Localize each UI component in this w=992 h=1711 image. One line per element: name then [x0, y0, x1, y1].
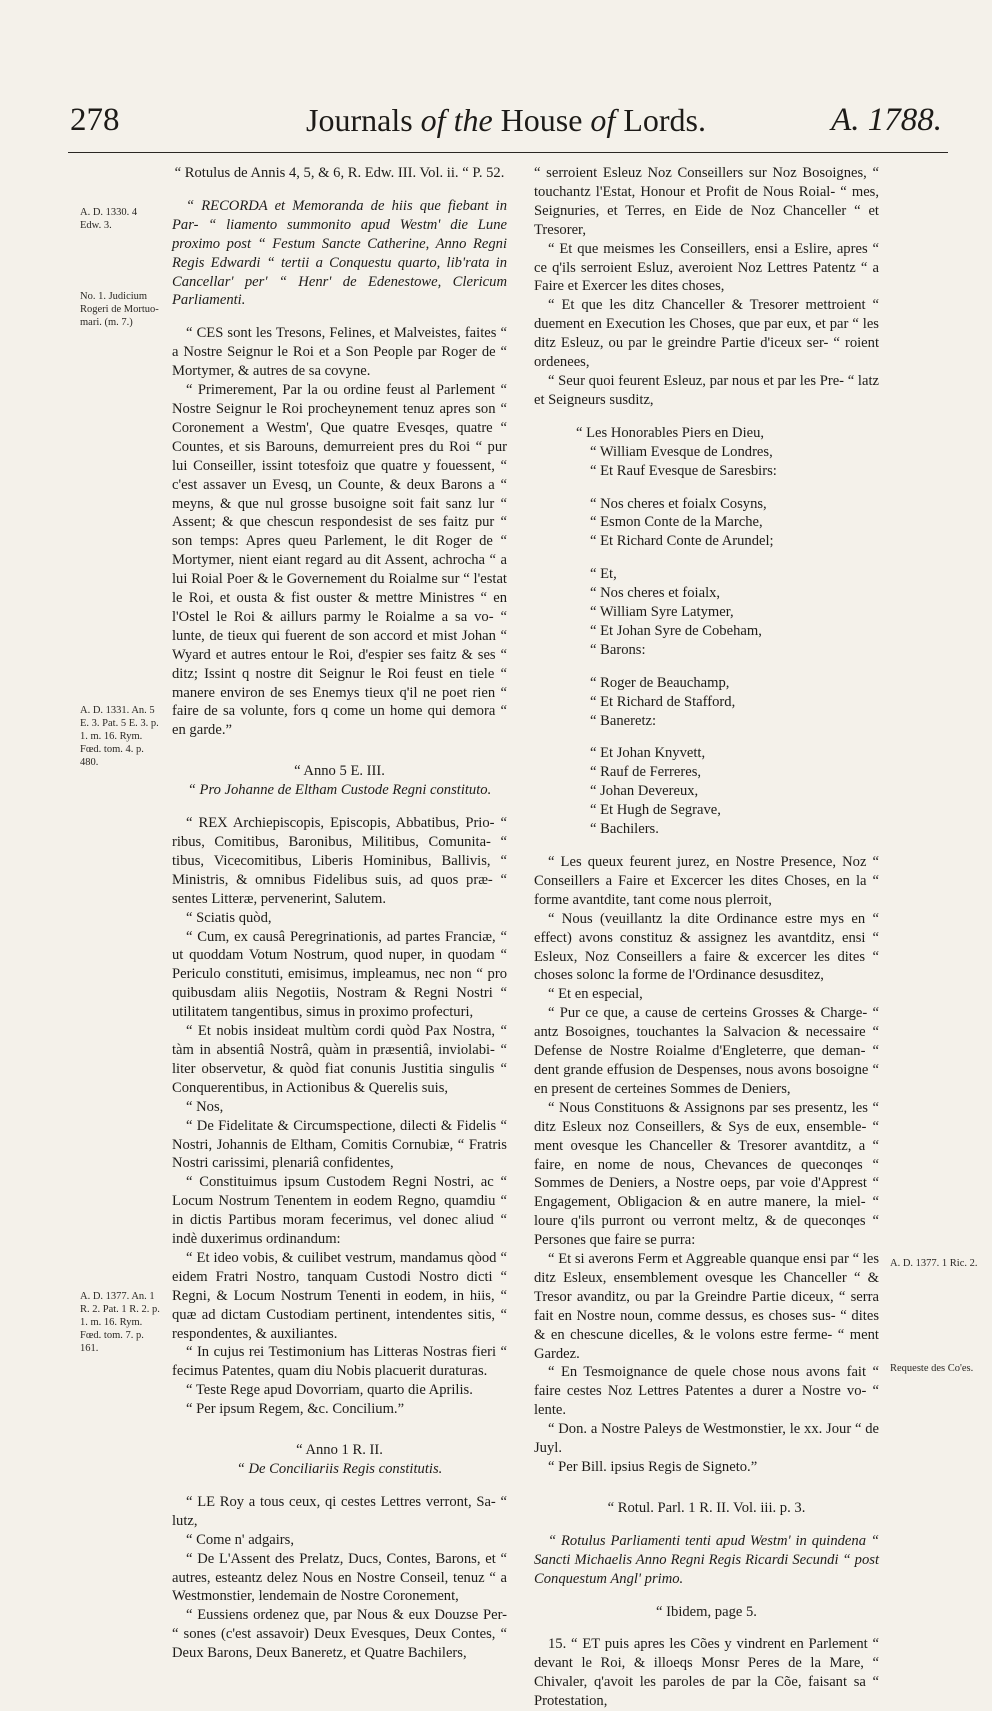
- page-header: [70, 102, 942, 148]
- paragraph: “ RECORDA et Memoranda de hiis que fiebant in Par- “ liamento summonito apud Westm' die Lune proximo post “ Festum Sancte Catherine, Anno Regni Regis Edwardi “ tertii a Conquestu quarto, lib'rata in Cancellar' per' “ Henr' de Edenestowe, Clericum Parliamenti.: [172, 197, 507, 309]
- list-item: “ Esmon Conte de la Marche,: [590, 514, 763, 531]
- list-item: “ Et Richard de Stafford,: [590, 693, 736, 710]
- right-column: [534, 164, 879, 1711]
- paragraph: “ Et que meismes les Conseillers, ensi a Eslire, apres “ ce q'ils serroient Esluz, averoient Noz Lettres Patentz “ a Faire et Exercer les dites choses,: [534, 240, 879, 295]
- page-number: 278: [70, 102, 120, 138]
- page-year: A. 1788.: [831, 102, 942, 138]
- list-item: “ Et Hugh de Segrave,: [590, 802, 721, 819]
- paragraph: “ Seur quoi feurent Esleuz, par nous et par les Pre- “ latz et Seigneurs susditz,: [534, 372, 879, 408]
- paragraph: “ Constituimus ipsum Custodem Regni Nostri, ac “ Locum Nostrum Tenentem in eodem Regno, quamdiu “ in dictis Partibus moram fecerimus, vel donec aliud “ indè duxerimus ordinandum:: [172, 1174, 507, 1248]
- title-word: of: [420, 102, 446, 138]
- paragraph: “ Come n' adgairs,: [186, 1531, 294, 1548]
- section-heading: “ Anno 1 R. II.: [296, 1442, 383, 1459]
- list-item: “ Johan Devereux,: [590, 783, 699, 800]
- title-word: of: [590, 102, 616, 138]
- list-item: “ Nos cheres et foialx Cosyns,: [590, 495, 767, 512]
- paragraph: “ Nos,: [186, 1098, 224, 1115]
- paragraph: “ Cum, ex causâ Peregrinationis, ad partes Franciæ, “ ut quoddam Votum Nostrum, quod nuper, in quodam “ Periculo constituti, emisimus, impleamus, nec non “ pro quibusdam aliis Negotiis, Nostram & Regni Nostri “ utilitatem tangentibus, simus in proximo profecturi,: [172, 928, 507, 1021]
- list-item: “ Nos cheres et foialx,: [590, 585, 721, 602]
- rotulus-heading: “ Rotulus de Annis 4, 5, & 6, R. Edw. III. Vol. ii. “ P. 52.: [174, 165, 505, 181]
- margin-note: A. D. 1377. An. 1 R. 2. Pat. 1 R. 2. p. 1. m. 16. Rym. Fœd. tom. 7. p. 161.: [80, 1291, 160, 1354]
- paragraph: “ Pur ce que, a cause de certeins Grosses & Charge- “ antz Bosoignes, touchantes la Salvacion & necessaire “ Defense de Nostre Roialme d'Engleterre, que deman- “ dent grande effusion de Despenses, nous avons bosoigne “ en present de certeines Sommes de Deniers,: [534, 1005, 879, 1097]
- paragraph: “ Nous Constituons & Assignons par ses presentz, les “ ditz Esleux noz Conseillers, & Sys de eux, ensemble- “ ment ovesque les Chanceller & Tresorer avantditz, a “ faire, en nome de nous, Chevances de queconqes “ Sommes de Deniers, a Nostre oeps, par voie d'Apprest “ Engagement, Obligacion & en autre manere, la miel- “ loure q'ils purront ou verront meltz, & de queconqes “ Persones que faire se purra:: [534, 1099, 879, 1249]
- list-item: “ Baneretz:: [590, 712, 657, 729]
- paragraph: “ Per Bill. ipsius Regis de Signeto.”: [548, 1459, 758, 1475]
- list-item: “ Bachilers.: [590, 821, 659, 838]
- section-subheading: “ De Conciliariis Regis constitutis.: [236, 1461, 443, 1477]
- section-subheading: “ Pro Johanne de Eltham Custode Regni constituto.: [187, 782, 492, 799]
- councillor-list: [534, 424, 879, 839]
- list-item: “ Barons:: [590, 641, 646, 658]
- margin-note: A. D. 1331. An. 5 E. 3. Pat. 5 E. 3. p. 1. m. 16. Rym. Fœd. tom. 4. p. 480.: [80, 705, 159, 768]
- list-item: “ Roger de Beauchamp,: [590, 674, 730, 691]
- paragraph: “ De Fidelitate & Circumspectione, dilecti & Fidelis “ Nostri, Johannis de Eltham, Comitis Cornubiæ, “ Fratris Nostri carissimi, plenariâ confidentes,: [172, 1117, 507, 1172]
- paragraph: “ REX Archiepiscopis, Episcopis, Abbatibus, Prio- “ ribus, Comitibus, Baronibus, Militibus, Comunita- “ tibus, Vicecomitibus, Liberis Hominibus, Ballivis, “ Ministris, & omnibus Fidelibus suis, ad quos præ- “ sentes Litteræ, pervenerint, Salutem.: [172, 815, 507, 907]
- section-heading: “ Rotul. Parl. 1 R. II. Vol. iii. p. 3.: [607, 1499, 806, 1516]
- list-item: “ William Evesque de Londres,: [590, 443, 773, 460]
- paragraph: “ De L'Assent des Prelatz, Ducs, Contes, Barons, et “ autres, esteantz delez Nous en Nostre Conseil, tenuz “ a Westmonstier, lendemain de Nostre Coronement,: [172, 1550, 507, 1605]
- paragraph: “ Eussiens ordenez que, par Nous & eux Douzse Per- “ sones (c'est assavoir) Deux Evesques, Deux Contes, “ Deux Barons, Deux Baneretz, et Quatre Bachilers,: [172, 1607, 507, 1662]
- paragraph: “ serroient Esleuz Noz Conseillers sur Noz Bosoignes, “ touchantz l'Estat, Honour et Profit de Nous Roial- “ mes, Seignuries, et Terres, en Eide de Noz Chanceller “ et Tresorer,: [534, 165, 879, 238]
- paragraph: “ Les queux feurent jurez, en Nostre Presence, Noz “ Conseillers a Faire et Excercer les dites Choses, en la “ forme avantdite, tant come nous plerroit,: [534, 854, 879, 908]
- paragraph: “ Teste Rege apud Dovorriam, quarto die Aprilis.: [186, 1382, 473, 1399]
- paragraph: “ Et nobis insideat multùm cordi quòd Pax Nostra, “ tàm in absentiâ Nostrâ, quàm in præsentiâ, inviolabi- “ liter observetur, & quòd fiat conunis Justitia singulis “ Conquerentibus, in Actionibus & Querelis suis,: [172, 1023, 507, 1096]
- list-item: “ William Syre Latymer,: [590, 604, 734, 621]
- title-word: House: [500, 102, 583, 138]
- margin-note: A. D. 1330. 4 Edw. 3.: [80, 207, 138, 231]
- title-word: Lords.: [623, 102, 706, 138]
- list-item: “ Et Johan Syre de Cobeham,: [590, 622, 762, 639]
- paragraph: “ Et en especial,: [548, 986, 643, 1003]
- paragraph: “ Rotulus Parliamenti tenti apud Westm' in quindena “ Sancti Michaelis Anno Regni Regis Ricardi Secundi “ post Conquestum Angl' primo.: [534, 1532, 879, 1587]
- margin-note: A. D. 1377. 1 Ric. 2.: [890, 1258, 978, 1269]
- paragraph: “ Per ipsum Regem, &c. Concilium.”: [186, 1401, 405, 1418]
- paragraph: “ Et que les ditz Chanceller & Tresorer mettroient “ duement en Execution les Choses, que par eux, et par “ les ditz Esleuz, ou par le greindre Partie d'iceux ser- “ roient ordenees,: [534, 297, 879, 371]
- section-heading: “ Ibidem, page 5.: [656, 1603, 757, 1620]
- margin-note: No. 1. Judicium Rogeri de Mortuo-mari. (m. 7.): [80, 291, 159, 328]
- list-item: “ Et Richard Conte de Arundel;: [590, 533, 774, 550]
- list-item: “ Les Honorables Piers en Dieu,: [576, 424, 765, 441]
- list-item: “ Et,: [590, 566, 617, 583]
- title-word: the: [453, 102, 493, 138]
- paragraph: “ En Tesmoignance de quele chose nous avons fait “ faire cestes Noz Lettres Patentes a durer a Nostre vo- “ lente.: [534, 1364, 879, 1419]
- paragraph: “ Et ideo vobis, & cuilibet vestrum, mandamus qòod “ eidem Fratri Nostro, tanquam Custodi Nostro dicti “ Regni, & Locum Nostrum Tenenti in eodem, in hiis, “ quæ ad dictam Custodiam pertinent, intendentes sitis, “ respondentes, & auxiliantes.: [172, 1249, 507, 1342]
- paragraph: “ Et si averons Ferm et Aggreable quanque ensi par “ les ditz Esleux, ensemblement ovesque les Chanceller “ & Tresor avanditz, ou par la Greindre Partie diceux, “ serra fait en Nostre noun, comme dessus, es choses sus- “ dites & en chescune dicelles, & le volons estre ferme- “ ment Gardez.: [534, 1251, 879, 1362]
- list-item: “ Et Rauf Evesque de Saresbirs:: [590, 462, 777, 479]
- left-column: [172, 164, 507, 1663]
- paragraph: “ Nous (veuillantz la dite Ordinance estre mys en “ effect) avons constituz & assignez les avantditz, ensi “ Esleux, Noz Conseillers a faire & excercer les dites “ choses solonc la forme de l'Ordinance desusditez,: [534, 910, 879, 984]
- paragraph: “ CES sont les Tresons, Felines, et Malveistes, faites “ a Nostre Seignur le Roi et a Son People par Roger de “ Mortymer, & autres de sa covyne.: [172, 325, 507, 380]
- list-item: “ Et Johan Knyvett,: [590, 745, 706, 762]
- title-word: Journals: [306, 102, 413, 138]
- margin-note: Requeste des Co'es.: [890, 1363, 974, 1374]
- paragraph: “ Don. a Nostre Paleys de Westmonstier, le xx. Jour “ de Juyl.: [534, 1421, 879, 1457]
- paragraph: “ In cujus rei Testimonium has Litteras Nostras fieri “ fecimus Patentes, quam diu Nobis placuerit duraturas.: [172, 1344, 507, 1380]
- paragraph: “ Primerement, Par la ou ordine feust al Parlement “ Nostre Seignur le Roi procheynement tenuz apres son “ Coronement a Westm', Que quatre Evesqes, quatre “ Countes, et sis Barouns, demurreient pres du Roi “ pur lui Conseiller, issint totesfoiz que quatre y fouessent, “ c'est assaver un Evesq, un Counte, & deux Barons a “ meyns, & que nul grosse busoigne soit fait sanz lur “ Assent; & que chescun respondesist de ses faitz pur “ son temps: Apres queu Parlement, le dit Roger de “ Mortymer, nient eiant regard au dit Assent, achrocha “ a lui Roial Poer & le Governement du Roialme sur “ l'estat le Roi, et ousta & fist ouster & mettre Ministres “ en l'Ostel le Roi & aillurs parmy le Roialme a sa vo- “ lunte, de tieux qui fuerent de son accord et mist Johan “ Wyard et autres entour le Roi, d'espier ses faitz & ses “ ditz; Issint q nostre dit Seignur le Roi feust en tiele “ manere environ de ses Enemys tieux q'il ne poet rien “ faire de sa volunte, fors q come un home qui demora “ en garde.”: [172, 382, 507, 739]
- paragraph: 15. “ ET puis apres les Cões y vindrent en Parlement “ devant le Roi, & illoeqs Monsr Peres de la Mare, “ Chivaler, q'avoit les paroles de par la Cõe, faisant sa “ Protestation,: [534, 1636, 879, 1710]
- list-item: “ Rauf de Ferreres,: [590, 764, 702, 781]
- section-heading: “ Anno 5 E. III.: [294, 763, 385, 780]
- paragraph: “ Sciatis quòd,: [186, 909, 272, 926]
- paragraph: “ LE Roy a tous ceux, qi cestes Lettres verront, Sa- “ lutz,: [172, 1493, 507, 1529]
- header-rule: [68, 152, 948, 153]
- page-title: [70, 102, 942, 139]
